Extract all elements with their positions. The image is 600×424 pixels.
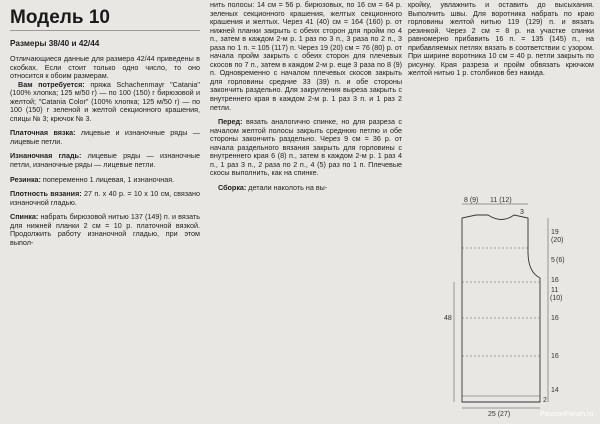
plain-stitch-label: Платочная вязка: (10, 128, 76, 138)
label-side-alt: (10) (550, 295, 563, 302)
text-column-3 (408, 0, 594, 78)
label-yellow: 16 (551, 277, 559, 284)
assembly-text: детали наколоть на вы- (246, 182, 328, 192)
gauge-paragraph (10, 190, 200, 207)
back-label: Спинка: (10, 212, 39, 222)
back-continued-paragraph: нить полосы: 14 см = 56 р. бирюзовых, по 16 см = 64 р. зеленых секционного крашения, желтых секционного крашения и желтых. Через 41 (40) см = 164 (160) р. от нижней планки закрыть с обеих сторон для пройм по 4 п., затем в каждом 2-м р. 1 раз по 3 п., 3 раза по 2 п., 3 раза по 1 п. = 105 (117) п. Через 19 (20) см = 76 (80) р. от начала пройм закрыть с обеих сторон для плечевых скосов по 7 п., затем в каждом 2-м р. еще 3 раза по 8 (9) п. Одновременно с началом плечевых скосов закрыть для горловины средние 33 (39) п. и обе стороны закончить раздельно. Для закругления выреза закрыть с внутреннего края в каждом 2-м р. 1 раз 3 п. и 1 раз 2 петли. (210, 0, 402, 112)
pattern-schematic (400, 190, 600, 419)
page-title: Модель 10 (10, 8, 200, 31)
label-total: 48 (444, 315, 452, 322)
text-column-1 (10, 0, 200, 247)
gauge-text: 27 п. х 40 р. = 10 х 10 см, связано изнаночной гладью. (10, 189, 200, 207)
label-hem: 2 (543, 397, 547, 404)
label-neck-depth: 3 (520, 209, 524, 216)
label-side: 11 (551, 287, 559, 294)
label-color-yellow: 16 (551, 315, 559, 322)
label-armhole-alt: (20) (551, 237, 564, 244)
label-green: 16 (551, 353, 559, 360)
stockinette-paragraph (10, 152, 200, 169)
front-text: вязать аналогично спинке, но для разреза с началом желтой полосы закрыть среднюю петлю и обе стороны закончить раздельно. Через 9 см = 36 р. от начала раздельного вязания закрыть для горловины с внутреннего края 6 (8) п., затем в каждом 2-м р. 1 раз 4 п., 1 раз 3 п., 2 раза по 2 п., 4 (5) раз по 1 п. Плечевые скосы выполнить, как на спинке. (210, 117, 402, 178)
rib-paragraph (10, 176, 200, 185)
rib-text: попеременно 1 лицевая, 1 изнаночная. (40, 174, 175, 184)
front-paragraph (210, 118, 402, 178)
materials-label: Вам потребуется: (18, 79, 85, 89)
front-label: Перед: (218, 117, 243, 127)
plain-stitch-text: лицевые и изнаночные ряды — лицевые петли. (10, 128, 200, 146)
assembly-label: Сборка: (218, 182, 247, 192)
intro-paragraph: Отличающиеся данные для размера 42/44 приведены в скобках. Если стоит только одно число, то оно относится к обоим размерам. (10, 54, 200, 81)
label-width: 25 (27) (488, 411, 511, 418)
materials-text: пряжа Schachenmayr "Catania" (100% хлопка; 125 м/50 г) — по 100 (150) г бирюзовой и желтой; "Catania Color" (100% хлопка; 125 м/50 г) — по 100 (150) г зеленой и желтой секционного крашения, спицы № 3; крючок № 3. (10, 79, 200, 123)
watermark: PassionForum.ru (540, 411, 594, 418)
label-armhole: 19 (551, 229, 559, 236)
assembly-continued-paragraph: кройку, увлажнить и оставить до высыхания. Выполнить швы. Для воротника набрать по краю горловины желтой нитью 119 (129) п. и вязать резинкой. Через 2 см = 8 р. на участке спинки равномерно прибавить 16 п. = 135 (145) п., на прибавляемых петлях вязать в соответствии с узором. При ширине воротника 10 см = 40 р. петли закрыть по рисунку. Края разреза и пройм обвязать крючком желтой нитью 1 р. столбиков без накида. (408, 0, 594, 78)
garment-outline (462, 215, 540, 402)
text-column-2 (210, 0, 402, 192)
materials-paragraph (10, 81, 200, 124)
label-armhole-cast: 5 (551, 257, 555, 264)
label-shoulder: 8 (9) (464, 197, 479, 204)
plain-stitch-paragraph (10, 129, 200, 146)
rib-label: Резинка: (10, 174, 41, 184)
label-armhole-cast-alt: (6) (556, 257, 565, 264)
label-turq: 14 (551, 387, 559, 394)
stockinette-label: Изнаночная гладь: (10, 151, 82, 161)
back-text: набрать бирюзовой нитью 137 (149) п. и вязать для нижней планки 2 см = 10 р. платочной вязкой. Продолжить работу изнаночной гладью, при этом выпол- (10, 212, 200, 247)
gauge-label: Плотность вязания: (10, 189, 82, 199)
assembly-paragraph (210, 184, 402, 193)
pattern-diagram (400, 190, 600, 419)
stockinette-text: лицевые ряды — изнаночные петли, изнаночные ряды — лицевые петли. (10, 151, 200, 170)
back-paragraph (10, 213, 200, 247)
label-neck: 11 (12) (490, 197, 512, 204)
sizes-heading: Размеры 38/40 и 42/44 (10, 39, 100, 48)
